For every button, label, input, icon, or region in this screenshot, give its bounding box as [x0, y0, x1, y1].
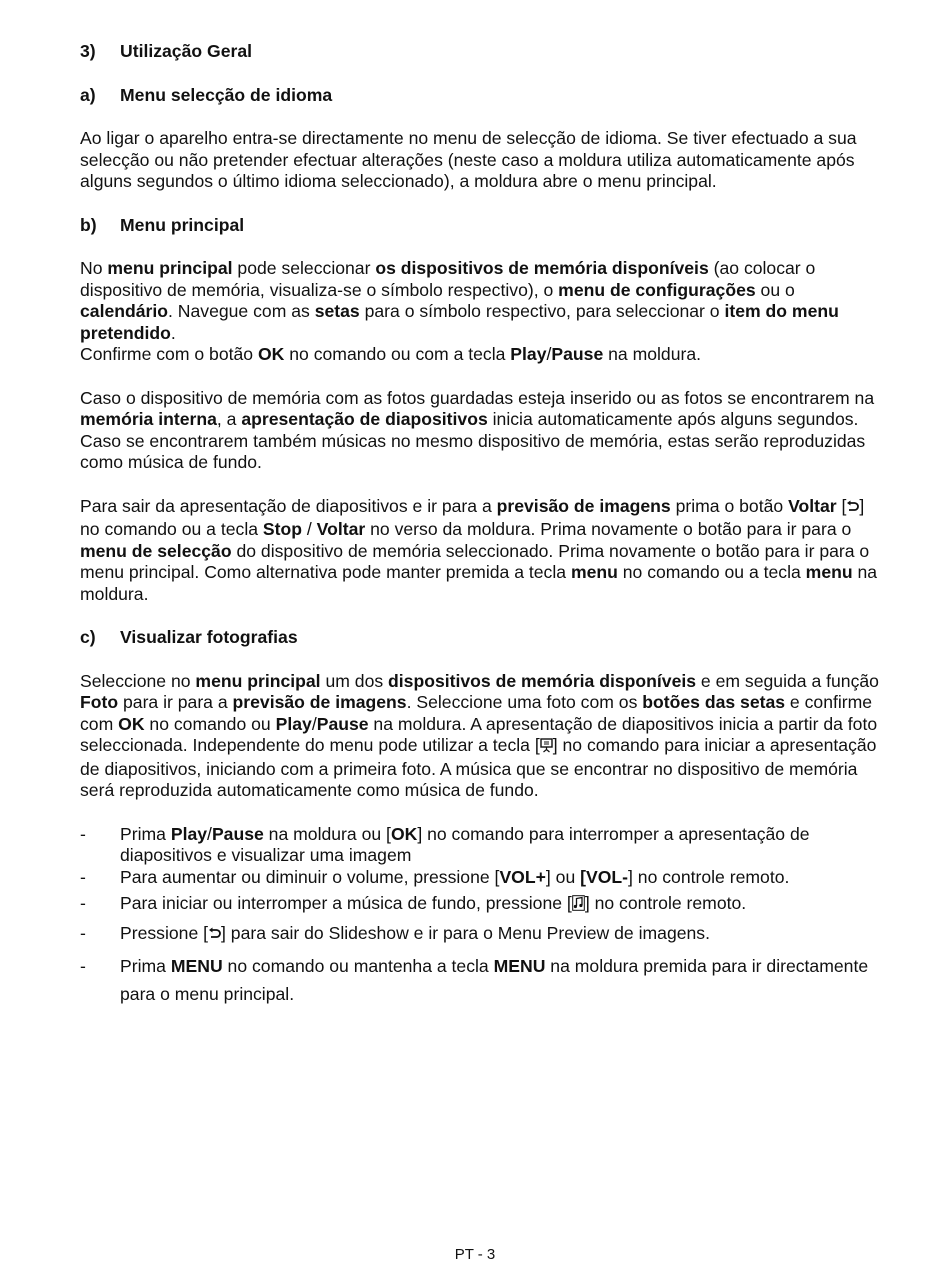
list-item: - Para iniciar ou interromper a música de fundo, pressione [ ] no controle remoto. [80, 893, 880, 917]
slideshow-icon [540, 737, 553, 759]
list-item: - Prima MENU no comando ou mantenha a tecla MENU na moldura premida para ir directamente para o menu principal. [80, 956, 869, 1004]
music-note-icon [572, 895, 585, 917]
section-heading-a [80, 85, 880, 107]
section-heading-b [80, 215, 880, 237]
section-title: Utilização Geral [120, 41, 253, 61]
back-arrow-icon [846, 498, 859, 520]
section-heading-3 [80, 41, 880, 63]
section-title: Menu principal [120, 214, 245, 235]
section-number: b) [80, 214, 97, 235]
section-number: a) [80, 84, 96, 105]
back-arrow-icon [208, 925, 221, 947]
section-number: 3) [80, 41, 96, 61]
paragraph-a1: Ao ligar o aparelho entra-se directamente no menu de selecção de idioma. Se tiver efectuado a sua selecção ou não pretender efectuar alterações (neste caso a moldura utiliza automaticamente após alguns segundos o último idioma seleccionado), a moldura abre o menu principal. [80, 128, 857, 191]
list-item: - Para aumentar ou diminuir o volume, pressione [VOL+] ou [VOL-] no controle remoto. [80, 866, 790, 887]
section-number: c) [80, 627, 96, 647]
paragraph-c1: Seleccione no menu principal um dos dispositivos de memória disponíveis e em seguida a função Foto para ir para a previsão de imagens. Seleccione uma foto com os botões das setas e confirme com OK no comando ou Play/Pause na moldura. A apresentação de diapositivos inicia a partir da foto seleccionada. Independente do menu pode utilizar a tecla [ ] no comando para iniciar a apresentação de diapositivos, iniciando com a primeira foto. A música que se encontrar no dispositivo de memória será reproduzida automaticamente como música de fundo. [80, 670, 879, 800]
section-title: Menu selecção de idioma [120, 84, 333, 105]
instruction-list [80, 824, 880, 1009]
paragraph-b5: Para sair da apresentação de diapositivos e ir para a previsão de imagens prima o botão Voltar [ ] no comando ou a tecla Stop / Voltar no verso da moldura. Prima novamente o botão para ir para o menu de selecção do dispositivo de memória seleccionado. Prima novamente o botão para ir para o menu principal. Como alternativa pode manter premida a tecla menu no comando ou a tecla menu na moldura. [80, 495, 878, 604]
paragraph-b1: No menu principal pode seleccionar os dispositivos de memória disponíveis (ao colocar o dispositivo de memória, visualiza-se o símbolo respectivo), o menu de configurações ou o calendário. Navegue com as setas para o símbolo respectivo, para seleccionar o item do menu pretendido. [80, 258, 839, 343]
page-number: PT - 3 [454, 1246, 496, 1263]
section-title: Visualizar fotografias [120, 627, 298, 647]
paragraph-b2: Confirme com o botão OK no comando ou com a tecla Play/Pause na moldura. [80, 344, 702, 364]
document-page [80, 41, 880, 1008]
section-heading-c [80, 627, 880, 649]
list-item: - Pressione [ ] para sair do Slideshow e ir para o Menu Preview de imagens. [80, 923, 880, 947]
list-item: - Prima Play/Pause na moldura ou [OK] no comando para interromper a apresentação de diapositivos e visualizar uma imagem [80, 823, 810, 865]
paragraph-b3: Caso o dispositivo de memória com as fotos guardadas esteja inserido ou as fotos se encontrarem na memória interna, a apresentação de diapositivos inicia automaticamente após alguns segundos. [80, 387, 875, 429]
paragraph-b4: Caso se encontrarem também músicas no mesmo dispositivo de memória, estas serão reproduzidas como música de fundo. [80, 430, 866, 472]
